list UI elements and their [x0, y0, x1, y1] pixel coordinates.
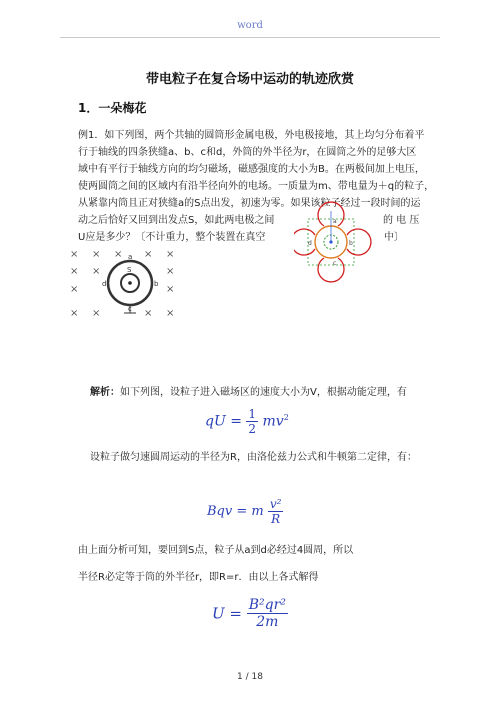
field-cross: × [166, 284, 175, 295]
example-line: 的 电 压 [383, 215, 420, 226]
field-cross: × [166, 308, 175, 319]
field-cross: × [92, 266, 101, 277]
example-line: 域中有平行于轴线方向的均匀磁场，磁感强度的大小为B。在两极间加上电压， [78, 164, 425, 175]
formula-numerator: 1 [248, 407, 257, 421]
figure-plum-trajectory [294, 201, 374, 286]
field-cross: × [166, 266, 175, 277]
trajectory-arc-left [294, 229, 315, 255]
field-cross: × [166, 249, 175, 260]
formula-exponent: 2 [283, 412, 289, 422]
example-line: 中〕 [384, 232, 404, 243]
field-cross: × [70, 308, 79, 319]
formula-result [212, 597, 288, 630]
label-d: d [308, 240, 312, 247]
field-cross: × [92, 249, 101, 260]
paragraph-line: 由上面分析可知，要回到S点，粒子从a到d必经过4圆周，所以 [78, 545, 354, 556]
field-cross: × [144, 308, 153, 319]
label-b: b [349, 240, 353, 247]
formula-numerator: B²qr² [248, 597, 286, 613]
formula-part: mv [262, 413, 284, 430]
trajectory-arc-bottom [318, 258, 344, 282]
axis-point [128, 281, 132, 285]
header-word: word [237, 20, 263, 31]
solution-text: 如下列图，设粒子进入磁场区的速度大小为V，根据动能定理，有 [120, 387, 407, 398]
figure-cylinder-field [66, 243, 186, 323]
magnetic-field-crosses [70, 249, 174, 319]
field-cross: × [144, 249, 153, 260]
label-a: a [128, 253, 133, 261]
example-line: U应是多少？〔不计重力，整个装置在真空 [78, 232, 266, 243]
page-number: 1 / 18 [237, 672, 263, 682]
field-cross: × [70, 284, 79, 295]
label-d: d [102, 280, 107, 288]
label-a: a [333, 218, 337, 225]
formula-lorentz [207, 497, 283, 526]
formula-part: Bqv = m [207, 504, 264, 519]
field-cross: × [92, 308, 101, 319]
section-heading: 1．一朵梅花 [78, 101, 147, 115]
example-line: 从紧靠内筒且正对狭缝a的S点出发，初速为零。如果该粒子经过一段时间的运 [78, 198, 421, 209]
field-cross: × [70, 266, 79, 277]
formula-denominator: 2m [256, 614, 279, 630]
example-line: 行于轴线的四条狭缝a、b、c和d，外筒的外半径为r，在圆筒之外的足够大区 [78, 147, 417, 158]
example-paragraph [78, 127, 438, 212]
formula-part: U = [212, 604, 242, 623]
formula-energy [205, 407, 289, 436]
formula-part: qU = [205, 413, 242, 430]
formula-numerator: v² [269, 497, 282, 511]
formula-fraction [247, 597, 288, 630]
example-line: 使两圆筒之间的区域内有沿半径向外的电场。一质量为m、带电量为＋q的粒子， [78, 181, 435, 192]
label-s: S [127, 266, 132, 274]
paragraph-line: 设粒子做匀速圆周运动的半径为R，由洛伦兹力公式和牛顿第二定律，有： [90, 452, 417, 463]
field-cross: × [114, 249, 123, 260]
solution-label: 解析： [90, 387, 120, 398]
example-line: 例1．如下列图，两个共轴的圆筒形金属电极，外电极接地，其上均匀分布着平 [78, 130, 425, 141]
example-line: 动之后恰好又回到出发点S，如此两电极之间 [78, 215, 275, 226]
label-b: b [154, 280, 159, 288]
label-c: c [333, 260, 337, 267]
field-cross: × [70, 249, 79, 260]
formula-fraction [268, 497, 284, 526]
formula-denominator: R [271, 512, 281, 526]
label-c: c [128, 305, 132, 313]
paragraph-line: 半径R必定等于筒的外半径r，即R=r．由以上各式解得 [78, 572, 319, 583]
formula-fraction [246, 407, 258, 436]
page-title: 带电粒子在复合场中运动的轨迹欣赏 [145, 72, 354, 87]
formula-denominator: 2 [248, 422, 257, 436]
header-divider [60, 37, 440, 38]
solution-line [90, 384, 407, 401]
